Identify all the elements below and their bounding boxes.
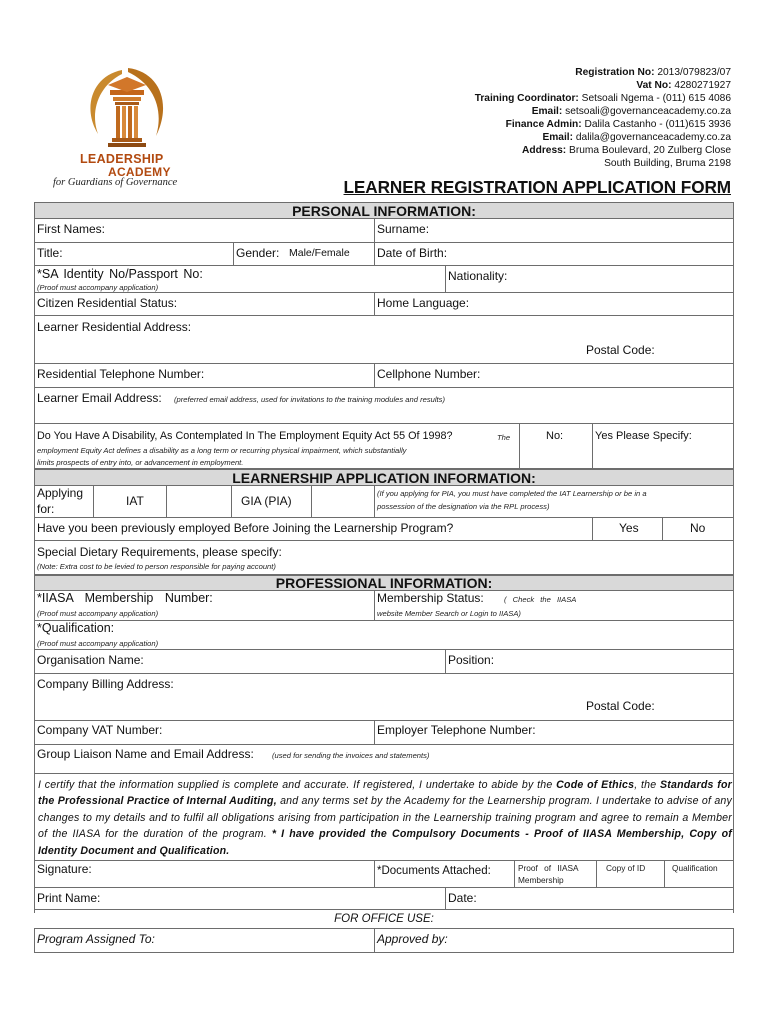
billing-address-label: Company Billing Address: — [37, 677, 174, 691]
row-disability — [34, 424, 734, 469]
row-signature — [34, 861, 734, 888]
email2-label: Email: — [542, 132, 574, 143]
certification-block — [34, 774, 734, 861]
iiasa-number-field[interactable] — [35, 591, 374, 620]
cert-part2: , the — [634, 779, 657, 791]
organisation-field[interactable] — [35, 650, 445, 673]
employed-label: Have you been previously employed Before Joining the Learnership Program? — [37, 521, 454, 535]
membership-status-label: Membership Status: — [377, 591, 484, 605]
office-use-heading: FOR OFFICE USE: — [334, 913, 434, 925]
gender-options: Male/Female — [289, 247, 350, 259]
iat-checkbox[interactable] — [166, 486, 231, 517]
proof-iiasa-label-2: Membership — [518, 875, 564, 885]
employed-no-option[interactable] — [662, 518, 733, 540]
qualification-note: (Proof must accompany application) — [37, 639, 159, 648]
billing-address-field[interactable] — [34, 674, 734, 721]
email1-value[interactable]: setsoali@governanceacademy.co.za — [565, 106, 731, 117]
personal-section-heading: PERSONAL INFORMATION: — [34, 202, 734, 219]
logo-tagline: for Guardians of Governance — [53, 177, 178, 188]
id-number-label: *SA Identity No/Passport No: — [37, 267, 203, 281]
row-office — [34, 928, 734, 953]
documents-attached-label: *Documents Attached: — [377, 865, 491, 877]
dob-field[interactable] — [374, 243, 733, 265]
vat-label: Vat No: — [636, 80, 672, 91]
nationality-label: Nationality: — [448, 269, 508, 283]
position-label: Position: — [448, 653, 495, 667]
logo-name-line1: LEADERSHIP — [80, 152, 164, 166]
email-field[interactable] — [34, 388, 734, 424]
approved-by-field[interactable] — [374, 929, 733, 952]
row-title-gender — [34, 243, 734, 266]
form-right-border — [733, 219, 734, 913]
row-applying — [34, 486, 734, 518]
coordinator-label: Training Coordinator: — [474, 93, 579, 104]
cert-code-of-ethics: Code of Ethics — [556, 779, 635, 791]
proof-iiasa-checkbox[interactable] — [514, 861, 596, 887]
learnership-section-heading: LEARNERSHIP APPLICATION INFORMATION: — [34, 469, 734, 486]
dietary-field[interactable] — [34, 541, 734, 575]
print-name-label: Print Name: — [37, 891, 101, 905]
cert-part3: and any terms set by the Academy for the Learnership program. I undertake to advise of any changes to my details and to fulfil all obligations arising from participation in the Learnership training program and agree to remain a Member of the IIASA for the duration of the program. — [38, 795, 732, 841]
address-line2: South Building, Bruma 2198 — [604, 158, 731, 169]
gender-label: Gender: — [236, 246, 280, 260]
cellphone-label: Cellphone Number: — [377, 367, 481, 381]
disability-yes-label: Yes Please Specify: — [595, 430, 692, 442]
pia-note-line1: (If you applying for PIA, you must have completed the IAT Learnership or be in a — [377, 489, 647, 498]
membership-status-field[interactable] — [374, 591, 733, 620]
contact-block — [475, 66, 731, 170]
applying-for-label-2: for: — [37, 502, 55, 516]
qualification-doc-label: Qualification — [672, 863, 718, 873]
first-names-field[interactable] — [35, 219, 374, 242]
address-label: Address: — [522, 145, 567, 156]
qualification-checkbox[interactable] — [664, 861, 733, 887]
program-assigned-label: Program Assigned To: — [37, 932, 155, 946]
id-note: (Proof must accompany application) — [37, 283, 159, 292]
row-id — [34, 266, 734, 293]
id-number-field[interactable] — [35, 266, 445, 292]
iiasa-number-label: *IIASA Membership Number: — [37, 591, 213, 605]
billing-postal-code-label: Postal Code: — [586, 699, 655, 713]
academy-logo — [48, 64, 218, 194]
res-phone-label: Residential Telephone Number: — [37, 367, 205, 381]
email-label: Learner Email Address: — [37, 391, 162, 405]
disability-note-start: The — [497, 433, 511, 442]
citizen-status-field[interactable] — [35, 293, 374, 315]
membership-note-line2: website Member Search or Login to IIASA) — [377, 609, 521, 618]
employed-yes-label: Yes — [619, 521, 639, 535]
professional-section-heading: PROFESSIONAL INFORMATION: — [34, 575, 734, 591]
row-organisation — [34, 650, 734, 674]
res-phone-field[interactable] — [35, 364, 374, 387]
row-names — [34, 219, 734, 243]
logo-name-line2: ACADEMY — [108, 165, 171, 179]
registration-label: Registration No: — [575, 67, 655, 78]
vat-number-field[interactable] — [35, 721, 374, 744]
first-names-label: First Names: — [37, 222, 106, 236]
gender-field[interactable] — [233, 243, 374, 265]
date-label: Date: — [448, 891, 477, 905]
employed-yes-option[interactable] — [592, 518, 662, 540]
employed-no-label: No — [690, 521, 706, 535]
date-field[interactable] — [445, 888, 733, 909]
employer-phone-label: Employer Telephone Number: — [377, 723, 536, 737]
row-citizen — [34, 293, 734, 316]
registration-value: 2013/079823/07 — [657, 67, 731, 78]
home-language-label: Home Language: — [377, 296, 470, 310]
res-address-label: Learner Residential Address: — [37, 320, 192, 334]
pia-note-line2: possession of the designation via the RPL process) — [377, 502, 550, 511]
signature-field[interactable] — [35, 861, 374, 887]
disability-label: Do You Have A Disability, As Contemplated In The Employment Equity Act 55 Of 1998? — [37, 430, 453, 442]
gia-checkbox[interactable] — [311, 486, 374, 517]
gia-option[interactable] — [231, 486, 311, 517]
cellphone-field[interactable] — [374, 364, 733, 387]
disability-no-label: No: — [546, 430, 564, 442]
disability-yes-field[interactable] — [592, 424, 733, 468]
email1-label: Email: — [531, 106, 563, 117]
gia-label: GIA (PIA) — [241, 494, 292, 508]
citizen-status-label: Citizen Residential Status: — [37, 296, 178, 310]
row-print-name — [34, 888, 734, 910]
liaison-label: Group Liaison Name and Email Address: — [37, 747, 254, 761]
home-language-field[interactable] — [374, 293, 733, 315]
address-line1: Bruma Boulevard, 20 Zulberg Close — [569, 145, 731, 156]
qualification-field[interactable] — [34, 621, 734, 650]
approved-by-label: Approved by: — [377, 932, 448, 946]
iat-option[interactable] — [93, 486, 166, 517]
surname-field[interactable] — [374, 219, 733, 242]
program-assigned-field[interactable] — [35, 929, 374, 952]
disability-no-field[interactable] — [519, 424, 592, 468]
nationality-field[interactable] — [445, 266, 733, 292]
row-iiasa — [34, 591, 734, 621]
res-address-field[interactable] — [34, 316, 734, 364]
disability-note-line2: employment Equity Act defines a disability as a long term or recurring physical impairment, which substantially — [37, 446, 407, 455]
form-left-border — [34, 219, 35, 913]
iiasa-note: (Proof must accompany application) — [37, 609, 159, 618]
applying-for-label-1: Applying — [37, 486, 84, 500]
title-field[interactable] — [35, 243, 233, 265]
cert-part1: I certify that the information supplied is complete and accurate. If registered, I undertake to abide by the — [38, 779, 553, 791]
employer-phone-field[interactable] — [374, 721, 733, 744]
organisation-label: Organisation Name: — [37, 653, 144, 667]
dietary-label: Special Dietary Requirements, please specify: — [37, 545, 282, 559]
liaison-note: (used for sending the invoices and statements) — [272, 751, 430, 760]
disability-question — [35, 424, 519, 468]
column-emblem-icon — [48, 64, 218, 154]
proof-iiasa-label-1: Proof of IIASA — [518, 863, 579, 873]
finance-label: Finance Admin: — [505, 119, 582, 130]
employed-question — [35, 518, 592, 540]
surname-label: Surname: — [377, 222, 430, 236]
liaison-field[interactable] — [34, 745, 734, 774]
row-phones — [34, 364, 734, 388]
copy-id-checkbox[interactable] — [596, 861, 664, 887]
qualification-label: *Qualification: — [37, 621, 115, 635]
cert-compulsory: * I have provided the Compulsory Documents - Proof of IIASA Membership, Copy of Identity Document and Qualification. — [38, 828, 732, 857]
row-vat — [34, 721, 734, 745]
email-note: (preferred email address, used for invitations to the training modules and results) — [174, 395, 445, 404]
position-field[interactable] — [445, 650, 733, 673]
applying-for-label-cell — [35, 486, 93, 517]
print-name-field[interactable] — [35, 888, 445, 909]
coordinator-value: Setsoali Ngema - (011) 615 4086 — [581, 93, 731, 104]
copy-id-label: Copy of ID — [606, 863, 646, 873]
cert-standards: Standards for the Professional Practice of Internal Auditing, — [38, 779, 732, 808]
membership-note-line1: ( Check the IIASA — [504, 595, 577, 604]
form-title: LEARNER REGISTRATION APPLICATION FORM — [343, 177, 731, 197]
signature-label: Signature: — [37, 862, 92, 876]
title-label: Title: — [37, 246, 63, 260]
pia-note-cell — [374, 486, 733, 517]
finance-value: Dalila Castanho - (011)615 3936 — [584, 119, 731, 130]
iat-label: IAT — [126, 494, 144, 508]
row-employed — [34, 518, 734, 541]
vat-value: 4280271927 — [674, 80, 731, 91]
postal-code-label: Postal Code: — [586, 343, 655, 357]
disability-note-line3: limits prospects of entry into, or advancement in employment. — [37, 458, 244, 467]
dietary-note: (Note: Extra cost to be levied to person responsible for paying account) — [37, 562, 276, 571]
vat-number-label: Company VAT Number: — [37, 723, 163, 737]
email2-value[interactable]: dalila@governanceacademy.co.za — [575, 132, 731, 143]
dob-label: Date of Birth: — [377, 246, 448, 260]
certification-text — [38, 777, 732, 859]
documents-attached-cell — [374, 861, 514, 887]
